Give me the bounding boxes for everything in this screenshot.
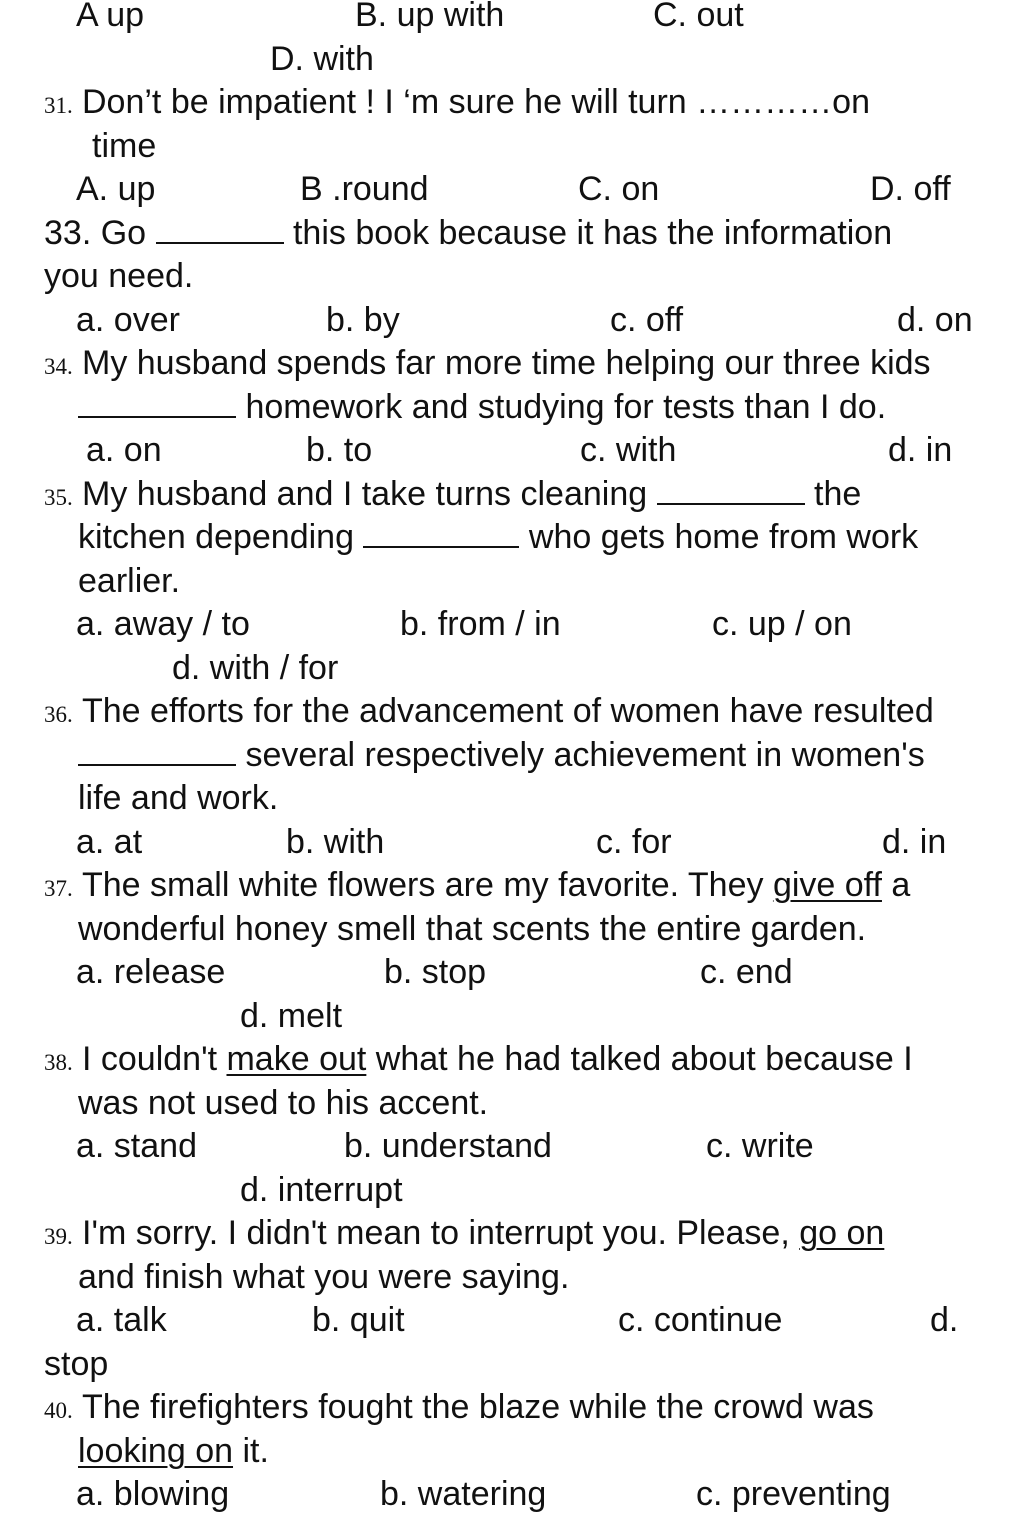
q30-option-b: B. up with — [355, 0, 505, 34]
q35-options-row-2 — [0, 647, 1024, 691]
q39-option-d-cont: stop — [44, 1344, 109, 1383]
q33-option-b: b. by — [326, 300, 400, 339]
q30-option-a: A up — [76, 0, 145, 34]
q31-question-number: 31. — [44, 93, 73, 118]
underlined-phrase: give off — [772, 866, 882, 904]
q36-stem-line-1 — [0, 690, 1024, 734]
q35-stem-cont: kitchen depending who gets home from work — [78, 518, 919, 556]
q37-option-c: c. end — [700, 953, 793, 991]
q30-options-row-2 — [0, 38, 1024, 82]
q40-stem: The firefighters fought the blaze while the crowd was — [82, 1388, 874, 1426]
q36-option-c: c. for — [596, 822, 672, 861]
q30-option-d: D. with — [270, 39, 374, 78]
q38-options-row-1 — [0, 1125, 1024, 1169]
q39-option-d: d. — [930, 1301, 959, 1339]
q31-blank-dots: ………… — [696, 83, 833, 121]
answer-blank — [78, 734, 236, 766]
q39-option-b: b. quit — [312, 1301, 405, 1339]
q35-options-row-1 — [0, 603, 1024, 647]
q39-options-row-2 — [0, 1343, 1024, 1387]
q39-option-a: a. talk — [76, 1301, 167, 1339]
q30-option-c: C. out — [653, 0, 744, 34]
answer-blank — [363, 516, 519, 548]
q35-stem-line-2 — [0, 516, 1024, 560]
q34-stem-line-2 — [0, 386, 1024, 430]
q40-stem-cont: looking on it. — [78, 1431, 269, 1470]
q31-stem: Don’t be impatient ! I ‘m sure he will turn …………on — [82, 83, 870, 121]
q39-options-row — [0, 1299, 1024, 1343]
q34-question-number: 34. — [44, 354, 73, 379]
q34-option-b: b. to — [306, 431, 373, 469]
q38-options-row-2 — [0, 1169, 1024, 1213]
q38-option-a: a. stand — [76, 1127, 197, 1165]
q39-option-c: c. continue — [618, 1301, 783, 1339]
q35-stem-line-1 — [0, 473, 1024, 517]
q40-option-c: c. preventing — [696, 1475, 891, 1513]
q37-option-a: a. release — [76, 953, 226, 991]
q37-options-row-2 — [0, 995, 1024, 1039]
q37-stem: The small white flowers are my favorite. They give off a — [82, 866, 911, 904]
underlined-phrase: make out — [226, 1040, 367, 1078]
q38-stem-line-2 — [0, 1082, 1024, 1126]
q30-options-row-1 — [0, 0, 1024, 38]
q33-stem-line-1 — [0, 212, 1024, 256]
q31-options-row — [0, 168, 1024, 212]
q31-option-a: A. up — [76, 170, 156, 208]
q36-options-row — [0, 821, 1024, 865]
q35-stem: My husband and I take turns cleaning the — [82, 474, 862, 513]
q37-stem-line-1 — [0, 864, 1024, 908]
q37-option-d: d. melt — [240, 996, 343, 1035]
q35-stem-line-3 — [0, 560, 1024, 604]
q31-stem-line-1 — [0, 81, 1024, 125]
q35-option-a: a. away / to — [76, 605, 250, 643]
q36-stem-cont: several respectively achievement in women's — [78, 734, 925, 778]
q38-question-number: 38. — [44, 1050, 73, 1075]
q39-stem-line-1 — [0, 1212, 1024, 1256]
q36-stem: The efforts for the advancement of women have resulted — [82, 692, 934, 730]
q34-option-c: c. with — [580, 431, 677, 469]
q39-stem-cont: and finish what you were saying. — [78, 1257, 570, 1296]
q39-stem: I'm sorry. I didn't mean to interrupt you. Please, go on — [82, 1214, 885, 1252]
q34-stem-cont: homework and studying for tests than I do. — [78, 386, 886, 430]
q36-stem-line-3 — [0, 777, 1024, 821]
q34-option-a: a. on — [86, 431, 162, 469]
q34-options-row — [0, 429, 1024, 473]
q37-stem-line-2 — [0, 908, 1024, 952]
q33-option-a: a. over — [76, 300, 180, 339]
q33-options-row — [0, 299, 1024, 343]
q31-stem-cont: time — [92, 126, 157, 165]
q33-option-c: c. off — [610, 300, 684, 339]
q38-stem-line-1 — [0, 1038, 1024, 1082]
q35-option-d: d. with / for — [172, 648, 339, 687]
q36-option-a: a. at — [76, 822, 143, 861]
q36-stem-line-2 — [0, 734, 1024, 778]
answer-blank — [657, 473, 805, 505]
q40-option-b: b. watering — [380, 1475, 547, 1513]
underlined-phrase: go on — [799, 1214, 885, 1252]
q36-option-d: d. in — [882, 822, 947, 861]
q38-stem: I couldn't make out what he had talked about because I — [82, 1040, 913, 1078]
q34-option-d: d. in — [888, 431, 953, 469]
answer-blank — [156, 212, 284, 244]
q40-stem-line-1 — [0, 1386, 1024, 1430]
q37-option-b: b. stop — [384, 953, 487, 991]
q40-option-a: a. blowing — [76, 1475, 230, 1513]
q38-option-d: d. interrupt — [240, 1170, 403, 1209]
q33-stem: 33. Go this book because it has the information — [44, 213, 893, 252]
q31-option-b: B .round — [300, 170, 429, 208]
q31-option-d: D. off — [870, 170, 951, 208]
q38-stem-cont: was not used to his accent. — [78, 1083, 489, 1122]
q35-stem-end: earlier. — [78, 561, 181, 600]
q39-stem-line-2 — [0, 1256, 1024, 1300]
q37-options-row-1 — [0, 951, 1024, 995]
q40-options-row — [0, 1473, 1024, 1517]
q31-option-c: C. on — [578, 170, 660, 208]
q35-option-c: c. up / on — [712, 605, 852, 643]
q38-option-c: c. write — [706, 1127, 814, 1165]
q37-stem-cont: wonderful honey smell that scents the entire garden. — [78, 909, 867, 948]
q36-stem-end: life and work. — [78, 779, 279, 817]
q36-option-b: b. with — [286, 822, 385, 861]
q40-question-number: 40. — [44, 1398, 73, 1423]
q35-question-number: 35. — [44, 484, 73, 510]
q37-question-number: 37. — [44, 876, 73, 901]
q38-option-b: b. understand — [344, 1127, 552, 1165]
q31-stem-line-2 — [0, 125, 1024, 169]
answer-blank — [78, 386, 236, 418]
q33-option-d: d. on — [897, 300, 973, 339]
q33-stem-cont: you need. — [44, 257, 194, 295]
underlined-phrase: looking on — [78, 1431, 234, 1470]
q34-stem: My husband spends far more time helping our three kids — [82, 344, 931, 382]
q33-stem-line-2 — [0, 255, 1024, 299]
q34-stem-line-1 — [0, 342, 1024, 386]
q39-question-number: 39. — [44, 1224, 73, 1249]
q35-option-b: b. from / in — [400, 605, 561, 643]
q36-question-number: 36. — [44, 702, 73, 727]
q40-stem-line-2 — [0, 1430, 1024, 1474]
